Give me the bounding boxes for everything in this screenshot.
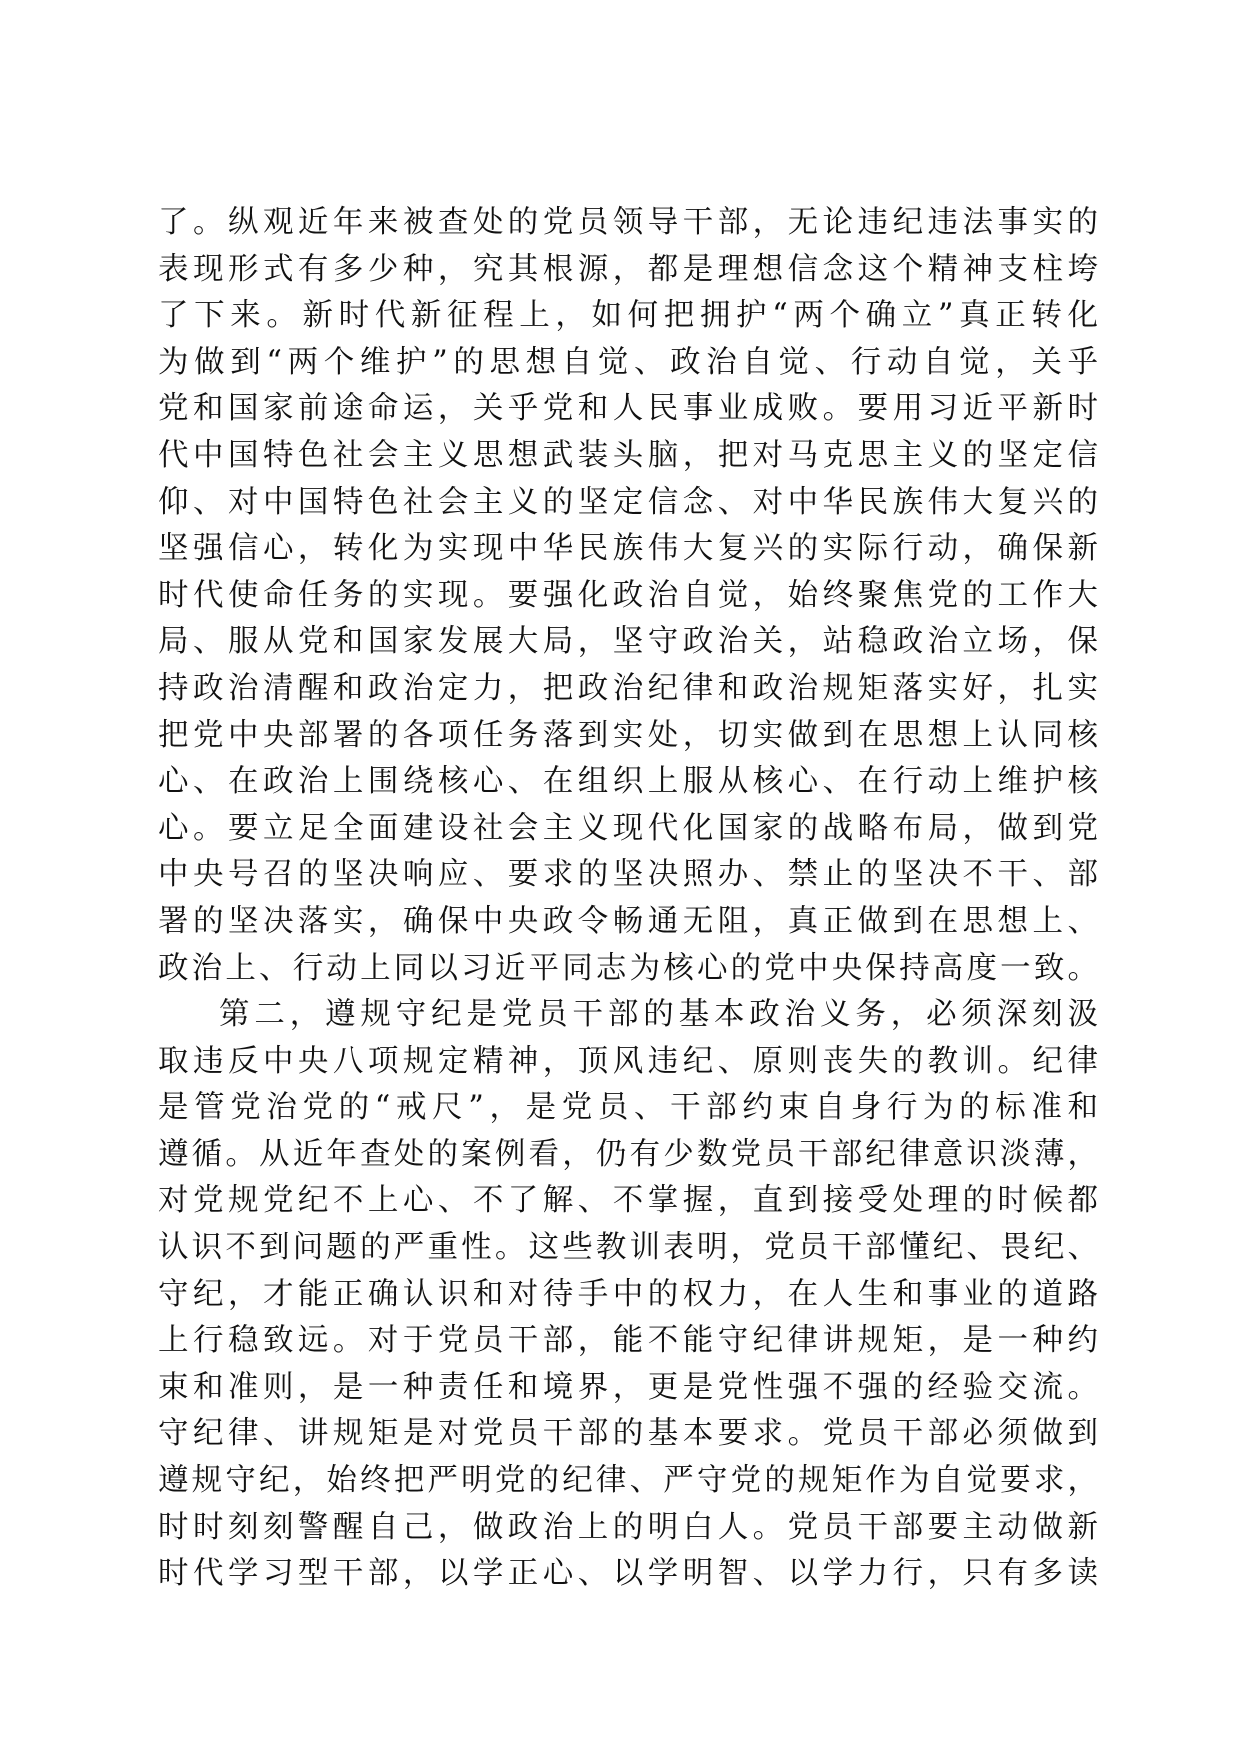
text-line: 守纪律、讲规矩是对党员干部的基本要求。党员干部必须做到 (158, 1416, 1098, 1452)
text-line: 认识不到问题的严重性。这些教训表明，党员干部懂纪、畏纪、 (158, 1230, 1098, 1266)
text-line: 时代学习型干部，以学正心、以学明智、以学力行，只有多读 (158, 1556, 1098, 1592)
text-line: 上行稳致远。对于党员干部，能不能守纪律讲规矩，是一种约 (158, 1323, 1098, 1359)
text-line: 表现形式有多少种，究其根源，都是理想信念这个精神支柱垮 (158, 251, 1098, 287)
text-line: 取违反中央八项规定精神，顶风违纪、原则丧失的教训。纪律 (158, 1043, 1098, 1079)
text-line: 时代使命任务的实现。要强化政治自觉，始终聚焦党的工作大 (158, 577, 1098, 613)
text-line: 对党规党纪不上心、不了解、不掌握，直到接受处理的时候都 (158, 1183, 1098, 1219)
text-line: 遵循。从近年查处的案例看，仍有少数党员干部纪律意识淡薄， (158, 1136, 1098, 1172)
text-line: 坚强信心，转化为实现中华民族伟大复兴的实际行动，确保新 (158, 531, 1098, 567)
body-text (158, 200, 1098, 1598)
text-line: 了下来。新时代新征程上，如何把拥护“两个确立”真正转化 (158, 298, 1098, 334)
text-line: 仰、对中国特色社会主义的坚定信念、对中华民族伟大复兴的 (158, 484, 1098, 520)
text-line: 持政治清醒和政治定力，把政治纪律和政治规矩落实好，扎实 (158, 670, 1098, 706)
text-line: 心。要立足全面建设社会主义现代化国家的战略布局，做到党 (158, 810, 1098, 846)
paragraph-2 (158, 992, 1098, 1598)
text-line: 第二，遵规守纪是党员干部的基本政治义务，必须深刻汲 (219, 997, 1098, 1033)
text-line: 为做到“两个维护”的思想自觉、政治自觉、行动自觉，关乎 (158, 344, 1098, 380)
text-line: 把党中央部署的各项任务落到实处，切实做到在思想上认同核 (158, 717, 1098, 753)
text-line: 束和准则，是一种责任和境界，更是党性强不强的经验交流。 (158, 1369, 1098, 1405)
text-line: 遵规守纪，始终把严明党的纪律、严守党的规矩作为自觉要求， (158, 1463, 1098, 1499)
text-line: 中央号召的坚决响应、要求的坚决照办、禁止的坚决不干、部 (158, 857, 1098, 893)
text-line: 是管党治党的“戒尺”，是党员、干部约束自身行为的标准和 (158, 1090, 1098, 1126)
paragraph-1 (158, 200, 1098, 992)
text-line: 代中国特色社会主义思想武装头脑，把对马克思主义的坚定信 (158, 437, 1098, 473)
text-line: 署的坚决落实，确保中央政令畅通无阻，真正做到在思想上、 (158, 903, 1098, 939)
text-line: 心、在政治上围绕核心、在组织上服从核心、在行动上维护核 (158, 764, 1098, 800)
text-line: 政治上、行动上同以习近平同志为核心的党中央保持高度一致。 (158, 950, 1098, 986)
text-line: 时时刻刻警醒自己，做政治上的明白人。党员干部要主动做新 (158, 1509, 1098, 1545)
text-line: 局、服从党和国家发展大局，坚守政治关，站稳政治立场，保 (158, 624, 1098, 660)
text-line: 了。纵观近年来被查处的党员领导干部，无论违纪违法事实的 (158, 205, 1098, 240)
text-line: 党和国家前途命运，关乎党和人民事业成败。要用习近平新时 (158, 391, 1098, 427)
text-line: 守纪，才能正确认识和对待手中的权力，在人生和事业的道路 (158, 1276, 1098, 1312)
